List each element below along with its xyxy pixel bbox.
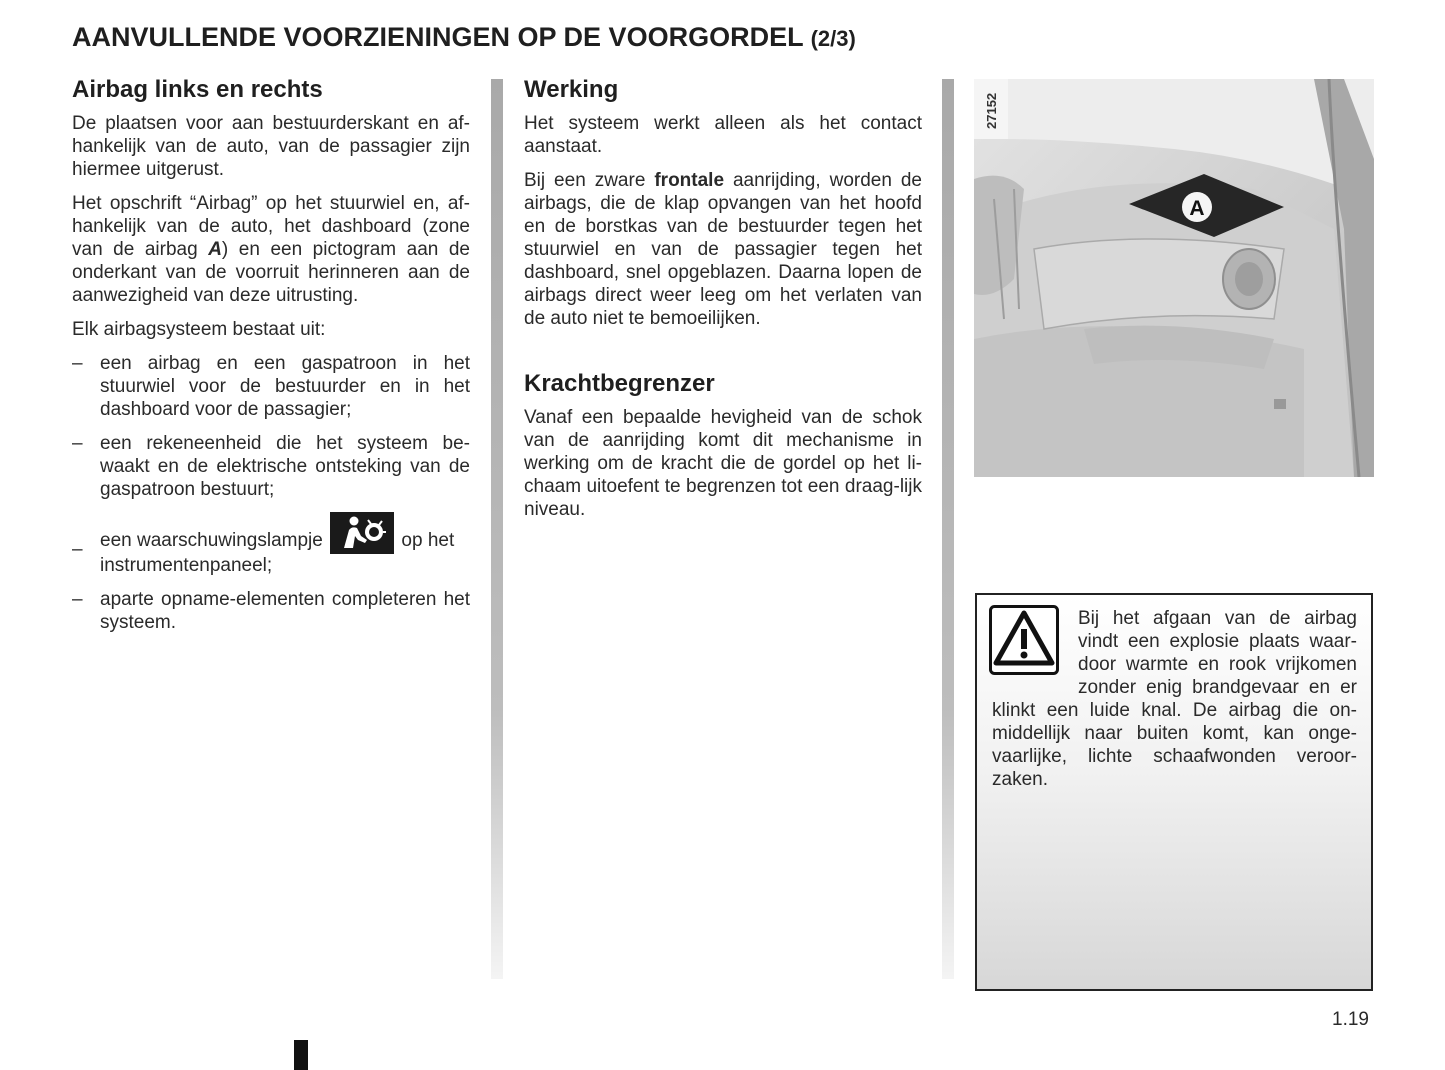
dash-marker: – <box>72 589 83 610</box>
title-main: AANVULLENDE VOORZIENINGEN OP DE VOORGORDEL <box>72 22 804 52</box>
list-item-text: op het instrumentenpaneel; <box>100 530 455 576</box>
heading-airbag: Airbag links en rechts <box>72 76 323 103</box>
warning-box <box>975 593 1373 991</box>
paragraph-label-b: ) en een pictogram aan de onderkant van de voorruit herinneren aan de aanwezigheid van deze uitrusting. <box>72 239 471 306</box>
title-part: (2/3) <box>810 26 856 51</box>
paragraph-collision <box>524 169 922 330</box>
column-airbag <box>72 76 470 645</box>
dashboard-illustration <box>974 79 1374 477</box>
list-item-text: een airbag en een gaspatroon in het stuurwiel voor de bestuurder en in het dashboard voor de passagier; <box>100 353 470 420</box>
column-separator <box>942 79 954 979</box>
paragraph-collision-b: aanrijding, worden de airbags, die de klap opvangen van het hoofd en de borstkas van de bestuurder tegen het stuurwiel en van de passagier tegen het dashboard, snel opgeblazen. Daarna lopen de airbags direct weer leeg om het verlaten van de auto niet te bemoeilijken. <box>524 170 922 329</box>
column-operation <box>524 76 922 532</box>
zone-ref-a: A <box>208 239 222 260</box>
heading-werking: Werking <box>524 76 619 103</box>
photo-code: 27152 <box>984 92 999 129</box>
dash-marker: – <box>72 353 83 374</box>
page-title <box>72 22 856 53</box>
paragraph-limiter: Vanaf een bepaalde hevigheid van de schok van de aanrijding komt dit mechanisme in werking om de kracht die de gordel op het li-chaam uitoefent te begrenzen tot een draag-lijk niveau. <box>524 407 922 520</box>
paragraph-components-intro: Elk airbagsysteem bestaat uit: <box>72 319 326 340</box>
warning-text: Bij het afgaan van de airbag vindt een explosie plaats waar-door warmte en rook vrijkomen zonder enig brandgevaar en er klinkt een luide knal. De airbag die on-middellijk naar buiten komt, kan onge-vaarlijke, lichte schaafwonden veroor-zaken. <box>992 608 1357 790</box>
chapter-tab-marker <box>294 1040 308 1070</box>
airbag-warning-light-icon <box>330 512 394 554</box>
dashboard-photo <box>974 79 1374 477</box>
paragraph-contact: Het systeem werkt alleen als het contact aanstaat. <box>524 113 922 157</box>
list-item-prefix: een waarschuwingslampje <box>100 530 323 551</box>
list-item <box>72 512 470 577</box>
column-separator <box>491 79 503 979</box>
heading-krachtbegrenzer: Krachtbegrenzer <box>524 370 715 397</box>
paragraph-label <box>72 192 470 307</box>
list-item-text: aparte opname-elementen completeren het systeem. <box>100 589 470 633</box>
paragraph-collision-a: Bij een zware <box>524 170 655 191</box>
dash-marker: – <box>72 433 83 454</box>
paragraph-seats: De plaatsen voor aan bestuurderskant en af-hankelijk van de auto, van de passagier zijn hiermee uitgerust. <box>72 113 470 180</box>
zone-label-a: A <box>1189 197 1205 220</box>
paragraph-label-a: Het opschrift “Airbag” op het stuurwiel en, af-hankelijk van de auto, het dashboard (zone van de airbag <box>72 193 470 260</box>
list-item <box>72 432 470 501</box>
page-number: 1.19 <box>1332 1009 1369 1030</box>
keyword-frontale: frontale <box>654 170 725 191</box>
component-list <box>72 352 470 634</box>
list-item-text: een rekeneenheid die het systeem be-waakt en de elektrische ontsteking van de gaspatroon bestuurt; <box>100 433 470 500</box>
warning-triangle-icon <box>989 605 1059 675</box>
list-item <box>72 352 470 421</box>
list-item <box>72 588 470 634</box>
dash-marker: – <box>72 539 83 560</box>
